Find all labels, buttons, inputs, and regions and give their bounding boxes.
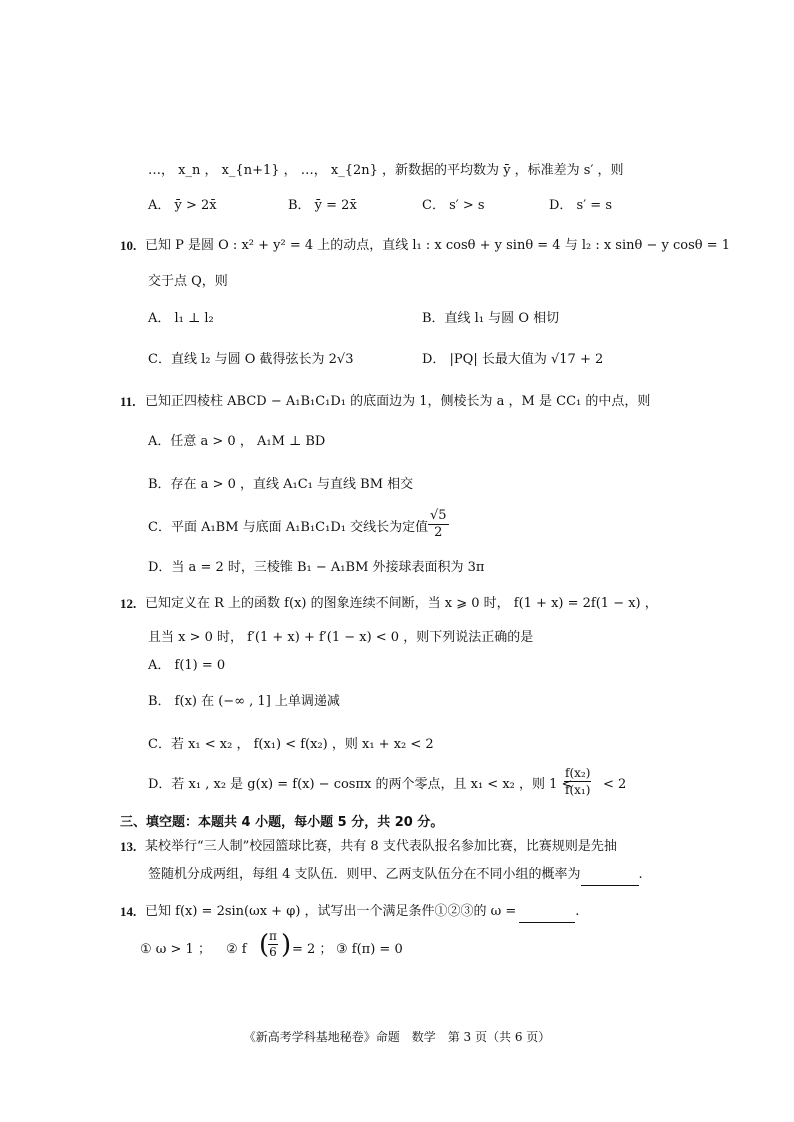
q13-stem: 某校举行“三人制”校园篮球比赛，共有 8 支代表队报名参加比赛，比赛规则是先抽 xyxy=(145,839,617,854)
left-paren-glyph: ( xyxy=(259,930,270,960)
q11-stem: 已知正四棱柱 ABCD − A₁B₁C₁D₁ 的底面边为 1，侧棱长为 a ，M 是 CC₁ 的中点，则 xyxy=(145,394,651,409)
q10-option-d: D． |PQ| 长最大值为 √17 + 2 xyxy=(422,352,604,367)
section-3-heading: 三、填空题：本题共 4 小题，每小题 5 分，共 20 分。 xyxy=(120,815,444,830)
q14-stem-end: . xyxy=(575,904,580,919)
q11-option-d: D．当 a = 2 时，三棱锥 B₁ − A₁BM 外接球表面积为 3π xyxy=(148,560,485,575)
q12-stem: 已知定义在 R 上的函数 f(x) 的图象连续不间断，当 x ⩾ 0 时， f(1 + x) = 2f(1 − x) ， xyxy=(145,596,658,611)
q14-stem xyxy=(145,902,579,923)
q12-option-a: A． f(1) = 0 xyxy=(148,658,226,673)
q13-answer-blank xyxy=(581,865,639,886)
fraction-numerator: √5 xyxy=(430,508,447,523)
q13-stem-2 xyxy=(148,865,643,886)
q14-condition-2-head: ② f xyxy=(226,942,247,957)
q12-option-c: C．若 x₁ < x₂ ， f(x₁) < f(x₂) ，则 x₁ + x₂ < 2 xyxy=(148,737,434,752)
q13-stem-text: 签随机分成两组，每组 4 支队伍．则甲、乙两支队伍分在不同小组的概率为 xyxy=(148,867,581,882)
q12-stem-2: 且当 x > 0 时， f′(1 + x) + f′(1 − x) < 0 ，则下列说法正确的是 xyxy=(148,630,534,645)
fraction-denominator: 2 xyxy=(434,525,443,540)
q14-condition-1: ① ω > 1 ； xyxy=(140,942,211,957)
q9-option-b: B． ȳ = 2x̄ xyxy=(288,198,357,213)
fraction-denominator: 6 xyxy=(269,945,277,959)
q9-option-a: A． ȳ > 2x̄ xyxy=(148,198,217,213)
fraction-numerator: f(x₂) xyxy=(565,766,591,780)
q9-option-c: C． s′ > s xyxy=(422,198,485,213)
q10-stem-2: 交于点 Q，则 xyxy=(148,274,228,289)
q13-stem-end: . xyxy=(638,867,643,882)
q9-option-d: D． s′ = s xyxy=(549,198,613,213)
q14-answer-blank xyxy=(519,902,575,923)
q10-option-b: B．直线 l₁ 与圆 O 相切 xyxy=(422,311,560,326)
q13-number: 13. xyxy=(120,839,137,854)
right-paren-glyph: ) xyxy=(281,930,292,960)
q14-condition-2-fraction xyxy=(268,929,278,960)
q11-number: 11. xyxy=(120,394,136,409)
q14-condition-2-tail: = 2 ； xyxy=(292,942,333,957)
q11-option-a: A．任意 a > 0 ， A₁M ⊥ BD xyxy=(148,434,326,449)
q10-stem: 已知 P 是圆 O : x² + y² = 4 上的动点，直线 l₁ : x cosθ + y sinθ = 4 与 l₂ : x sinθ − y cosθ = 1 xyxy=(145,238,731,253)
fraction-denominator: f(x₁) xyxy=(565,783,591,797)
q9-stem-continuation: …， x_n ， x_{n+1} ， …， x_{2n} ，新数据的平均数为 ȳ ，标准差为 s′ ，则 xyxy=(148,163,624,178)
fraction-numerator: π xyxy=(269,929,277,943)
q11-option-b: B．存在 a > 0 ，直线 A₁C₁ 与直线 BM 相交 xyxy=(148,477,414,492)
q10-option-a: A． l₁ ⊥ l₂ xyxy=(148,311,214,326)
q12-option-d-fraction xyxy=(564,765,591,798)
q12-option-d: D．若 x₁ , x₂ 是 g(x) = f(x) − cosπx 的两个零点，且 x₁ < x₂ ，则 1 < xyxy=(148,777,573,792)
q10-option-c: C．直线 l₂ 与圆 O 截得弦长为 2√3 xyxy=(148,352,354,367)
q12-number: 12. xyxy=(120,596,137,611)
q14-stem-text: 已知 f(x) = 2sin(ωx + φ) ，试写出一个满足条件①②③的 ω = xyxy=(145,904,517,919)
q12-option-b: B． f(x) 在 (−∞ , 1] 上单调递减 xyxy=(148,694,340,709)
q12-option-d-tail: < 2 xyxy=(603,777,627,792)
q11-option-c: C．平面 A₁BM 与底面 A₁B₁C₁D₁ 交线长为定值 xyxy=(148,520,429,535)
q11-option-c-fraction xyxy=(428,508,449,541)
q10-number: 10. xyxy=(120,238,137,253)
page-footer: 《新高考学科基地秘卷》命题 数学 第 3 页（共 6 页） xyxy=(243,1030,551,1044)
q14-condition-3: ③ f(π) = 0 xyxy=(336,942,403,957)
q14-number: 14. xyxy=(120,904,137,919)
